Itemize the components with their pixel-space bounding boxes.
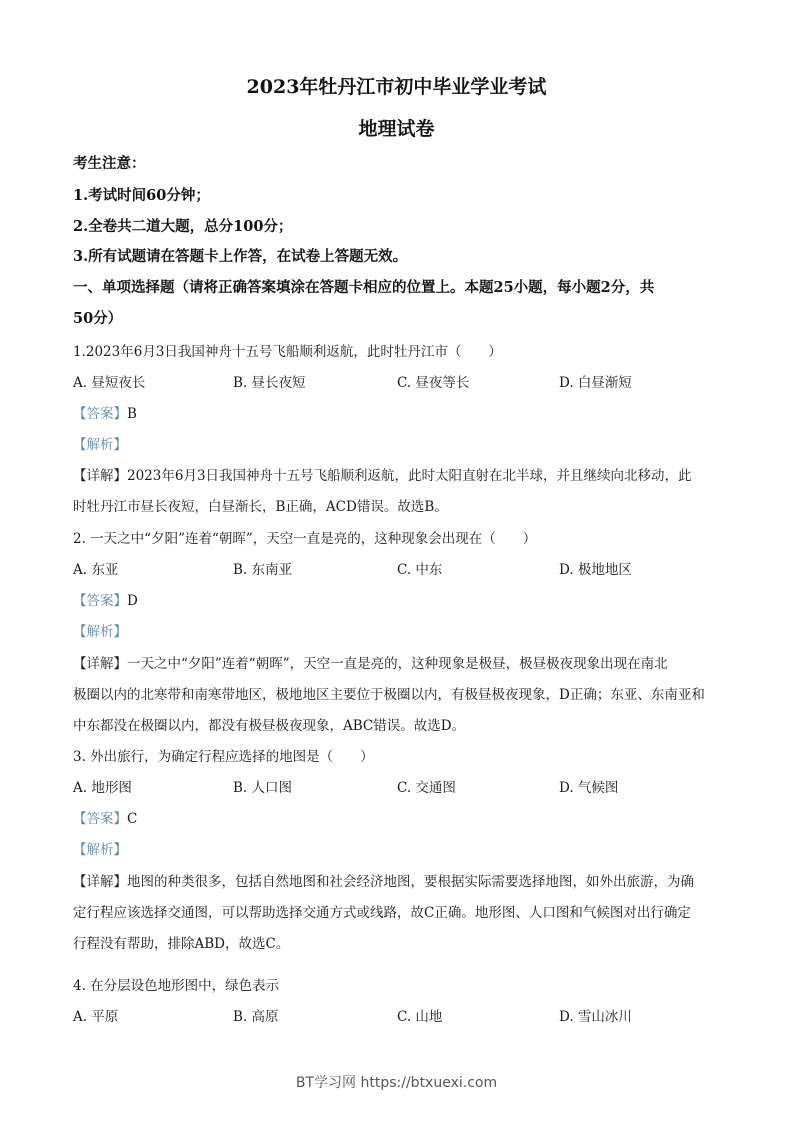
detail-label: 【详解】 <box>73 874 127 890</box>
watermark-footer: BT学习网 https://btxuexi.com <box>295 1075 498 1091</box>
option-a: A. 昼短夜长 <box>73 375 146 391</box>
section-heading: 一、单项选择题（请将正确答案填涂在答题卡相应的位置上。本题25小题，每小题2分，共 <box>73 279 655 296</box>
option-d: D. 极地地区 <box>559 562 632 578</box>
question-stem: 2. 一天之中“夕阳”连着“朝晖”，天空一直是亮的，这种现象会出现在（ ） <box>73 531 537 547</box>
exam-subtitle: 地理试卷 <box>358 118 435 140</box>
option-d: D. 气候图 <box>559 780 619 796</box>
answer-row <box>73 589 138 609</box>
option-a: A. 地形图 <box>73 780 132 796</box>
detail-line: 时牡丹江市昼长夜短，白昼渐长，B正确，ACD错误。故选B。 <box>73 499 448 515</box>
option-c: C. 中东 <box>397 562 443 578</box>
option-a: A. 平原 <box>73 1009 119 1025</box>
answer-value: D <box>127 593 138 609</box>
option-a: A. 东亚 <box>73 562 119 578</box>
question-stem: 1.2023年6月3日我国神舟十五号飞船顺利返航，此时牡丹江市（ ） <box>73 344 502 360</box>
option-b: B. 东南亚 <box>233 562 293 578</box>
detail-line: 中东都没在极圈以内，都没有极昼极夜现象，ABC错误。故选D。 <box>73 718 466 734</box>
detail-line: 【详解】地图的种类很多，包括自然地图和社会经济地图，要根据实际需要选择地图，如外出旅游，为确 <box>73 874 694 890</box>
exam-title: 2023年牡丹江市初中毕业学业考试 <box>246 76 547 98</box>
question-stem: 4. 在分层设色地形图中，绿色表示 <box>73 978 280 994</box>
option-b: B. 昼长夜短 <box>233 375 306 391</box>
detail-line: 行程没有帮助，排除ABD，故选C。 <box>73 936 290 952</box>
answer-row <box>73 807 137 827</box>
option-c: C. 交通图 <box>397 780 456 796</box>
analysis-label: 【解析】 <box>73 624 127 640</box>
option-d: D. 雪山冰川 <box>559 1009 632 1025</box>
answer-label: 【答案】 <box>73 593 127 609</box>
section-heading-cont: 50分） <box>73 310 123 327</box>
option-b: B. 高原 <box>233 1009 279 1025</box>
answer-label: 【答案】 <box>73 406 127 422</box>
option-d: D. 白昼渐短 <box>559 375 632 391</box>
detail-line: 【详解】2023年6月3日我国神舟十五号飞船顺利返航，此时太阳直射在北半球，并且继续向北移动，此 <box>73 468 692 484</box>
answer-row <box>73 402 137 422</box>
notice-item: 2.全卷共二道大题，总分100分； <box>73 218 293 235</box>
analysis-label: 【解析】 <box>73 437 127 453</box>
notice-item: 3.所有试题请在答题卡上作答，在试卷上答题无效。 <box>73 248 408 265</box>
answer-label: 【答案】 <box>73 811 127 827</box>
analysis-label: 【解析】 <box>73 842 127 858</box>
option-b: B. 人口图 <box>233 780 293 796</box>
option-c: C. 昼夜等长 <box>397 375 470 391</box>
answer-value: B <box>127 406 137 422</box>
detail-line: 【详解】一天之中“夕阳”连着“朝晖”，天空一直是亮的，这种现象是极昼，极昼极夜现象出现在南北 <box>73 656 668 672</box>
detail-line: 极圈以内的北寒带和南寒带地区，极地地区主要位于极圈以内，有极昼极夜现象，D正确；东亚、东南亚和 <box>73 687 705 703</box>
detail-line: 定行程应该选择交通图，可以帮助选择交通方式或线路，故C正确。地形图、人口图和气候图对出行确定 <box>73 905 691 921</box>
option-c: C. 山地 <box>397 1009 443 1025</box>
detail-label: 【详解】 <box>73 468 127 484</box>
question-stem: 3. 外出旅行，为确定行程应选择的地图是（ ） <box>73 749 374 765</box>
detail-label: 【详解】 <box>73 656 127 672</box>
notice-item: 1.考试时间60分钟； <box>73 187 210 204</box>
answer-value: C <box>127 811 138 827</box>
notice-heading: 考生注意： <box>73 155 146 172</box>
